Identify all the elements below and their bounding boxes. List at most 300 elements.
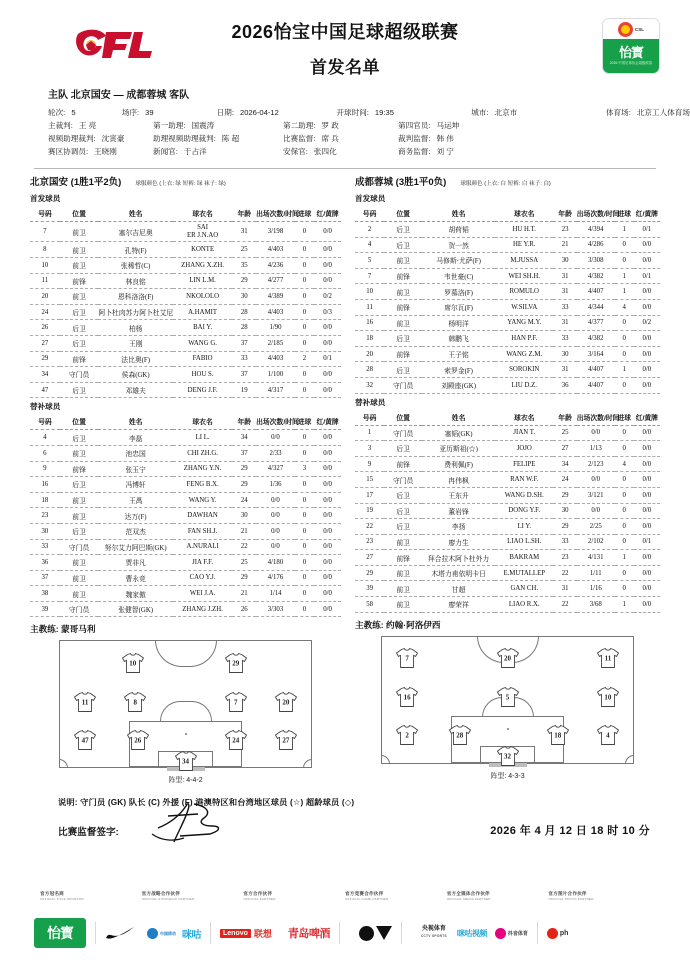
player-name: 塞尔吉尼奥 bbox=[98, 222, 172, 242]
player-name: 邓雄夫 bbox=[98, 382, 172, 398]
partner-category-cn: 官方冠名商 bbox=[40, 891, 64, 896]
player-name: 张健智(GK) bbox=[98, 601, 172, 617]
player-cards: 0/0 bbox=[314, 445, 341, 461]
player-goals: 0 bbox=[295, 222, 314, 242]
player-goals: 4 bbox=[615, 299, 634, 315]
player-number: 32 bbox=[355, 377, 384, 393]
col-cards: 红/黄牌 bbox=[314, 414, 341, 430]
match-commissioner-label: 比赛监督: bbox=[283, 134, 316, 143]
player-position: 后卫 bbox=[60, 320, 99, 336]
player-appearances: 3/164 bbox=[577, 346, 615, 362]
player-position: 前卫 bbox=[60, 570, 99, 586]
commercial-supervisor-label: 商务监督: bbox=[398, 147, 431, 156]
player-cards: 0/0 bbox=[634, 253, 660, 269]
match-info-row-2 bbox=[0, 119, 690, 132]
tsingtao-logo-text: 青岛啤酒 bbox=[287, 928, 330, 940]
col-position: 位置 bbox=[60, 414, 99, 430]
player-name: 亚历斯祖(☆) bbox=[422, 441, 495, 457]
player-position: 前锋 bbox=[384, 346, 422, 362]
player-number: 16 bbox=[30, 477, 60, 493]
player-goals: 0 bbox=[295, 242, 314, 258]
player-shirtname: FABIO bbox=[173, 351, 233, 367]
table-row bbox=[30, 586, 341, 602]
player-position: 前卫 bbox=[384, 315, 422, 331]
signature-row bbox=[0, 808, 690, 838]
sponsor-ea bbox=[359, 926, 392, 941]
player-appearances: 2/185 bbox=[256, 335, 295, 351]
player-number: 3 bbox=[355, 441, 384, 457]
player-name: 贾非凡 bbox=[98, 555, 172, 571]
player-name: 池忠国 bbox=[98, 445, 172, 461]
col-number: 号码 bbox=[30, 414, 60, 430]
player-cards: 0/0 bbox=[314, 570, 341, 586]
home-prefix-label: 主队 bbox=[48, 90, 68, 101]
player-name: 拜合拉木阿卜杜外力 bbox=[422, 550, 495, 566]
partner-category bbox=[243, 891, 345, 902]
col-age: 年龄 bbox=[553, 410, 576, 426]
player-age: 33 bbox=[553, 331, 576, 347]
table-row bbox=[355, 581, 660, 597]
player-cards: 0/0 bbox=[314, 320, 341, 336]
press-officer-field bbox=[153, 145, 283, 158]
player-cards: 0/0 bbox=[634, 299, 660, 315]
player-cards: 0/0 bbox=[634, 237, 660, 253]
player-goals: 0 bbox=[295, 586, 314, 602]
table-row bbox=[355, 253, 660, 269]
signature-mark bbox=[150, 798, 260, 844]
player-shirtname: ZHANG J.ZH. bbox=[173, 601, 233, 617]
player-shirtname: HAN P.F. bbox=[495, 331, 553, 347]
player-goals: 0 bbox=[295, 367, 314, 383]
player-age: 19 bbox=[232, 382, 256, 398]
table-row bbox=[30, 445, 341, 461]
player-name: 木塔力甫依明卡日 bbox=[422, 565, 495, 581]
player-position: 守门员 bbox=[384, 425, 422, 441]
press-officer-label: 新闻官: bbox=[153, 147, 178, 156]
player-number: 18 bbox=[355, 331, 384, 347]
player-appearances: 1/11 bbox=[577, 565, 615, 581]
player-cards: 0/0 bbox=[314, 258, 341, 274]
pitch-player-shirt-icon bbox=[125, 729, 150, 750]
pitch-player-number: 16 bbox=[403, 693, 411, 702]
fourth-official-label: 第四官员: bbox=[398, 121, 431, 130]
city-value: 北京市 bbox=[494, 108, 518, 117]
player-goals: 0 bbox=[295, 258, 314, 274]
player-cards: 0/0 bbox=[314, 367, 341, 383]
col-appearances: 出场次数/时间 bbox=[577, 410, 615, 426]
player-position: 后卫 bbox=[384, 237, 422, 253]
table-row bbox=[30, 320, 341, 336]
table-header-row bbox=[30, 206, 341, 222]
pitch-player-number: 18 bbox=[554, 731, 562, 740]
var-field bbox=[48, 132, 153, 145]
away-pitch-wrap bbox=[355, 634, 660, 764]
player-age: 37 bbox=[232, 335, 256, 351]
pitch-player-number: 11 bbox=[81, 698, 89, 707]
player-number: 23 bbox=[355, 534, 384, 550]
player-position: 后卫 bbox=[384, 331, 422, 347]
player-age: 25 bbox=[232, 555, 256, 571]
player-name: 马修斯·尤萨(F) bbox=[422, 253, 495, 269]
away-team-column bbox=[345, 169, 660, 785]
table-row bbox=[355, 534, 660, 550]
referee-label: 主裁判: bbox=[48, 121, 73, 130]
player-goals: 0 bbox=[295, 382, 314, 398]
player-name: 廖力生 bbox=[422, 534, 495, 550]
table-row bbox=[30, 222, 341, 242]
player-goals: 4 bbox=[615, 456, 634, 472]
logo-divider bbox=[95, 922, 96, 944]
col-name: 姓名 bbox=[98, 206, 172, 222]
player-cards: 0/0 bbox=[314, 523, 341, 539]
player-shirtname: M.JUSSA bbox=[495, 253, 553, 269]
player-number: 24 bbox=[30, 304, 60, 320]
player-goals: 0 bbox=[615, 487, 634, 503]
player-shirtname: LIAO R.X. bbox=[495, 597, 553, 613]
player-number: 22 bbox=[355, 519, 384, 535]
away-kit-colors: 球服颜色 (上衣: 白 短裤: 白 袜子: 白) bbox=[460, 181, 551, 187]
player-name: 李扬 bbox=[422, 519, 495, 535]
logo-divider bbox=[537, 922, 538, 944]
player-age: 34 bbox=[232, 430, 256, 446]
player-name: 达万(F) bbox=[98, 508, 172, 524]
security-officer-field bbox=[283, 145, 398, 158]
pitch-player-shirt-icon bbox=[73, 729, 98, 750]
player-appearances: 4/286 bbox=[577, 237, 615, 253]
player-name: 索罗金(F) bbox=[422, 362, 495, 378]
player-age: 31 bbox=[553, 268, 576, 284]
partner-category-en: OFFICIAL PARTNER bbox=[243, 897, 276, 901]
corner-arc-left bbox=[381, 755, 390, 764]
table-row bbox=[30, 523, 341, 539]
player-cards: 0/0 bbox=[314, 555, 341, 571]
player-shirtname: BAI Y. bbox=[173, 320, 233, 336]
player-age: 31 bbox=[553, 581, 576, 597]
player-cards: 0/0 bbox=[314, 586, 341, 602]
table-row bbox=[30, 508, 341, 524]
pitch-player-shirt-icon bbox=[395, 687, 420, 708]
player-goals: 1 bbox=[615, 222, 634, 238]
pitch-player-number: 11 bbox=[604, 654, 612, 663]
ea-icon bbox=[359, 926, 374, 941]
player-shirtname: CAO Y.J. bbox=[173, 570, 233, 586]
player-goals: 2 bbox=[295, 351, 314, 367]
migu-logo-text: 咪咕 bbox=[182, 929, 201, 941]
player-name: 塞韬(GK) bbox=[422, 425, 495, 441]
table-row bbox=[355, 237, 660, 253]
player-shirtname: YANG M.Y. bbox=[495, 315, 553, 331]
sponsor-migu-video bbox=[457, 928, 487, 939]
player-number: 4 bbox=[355, 237, 384, 253]
player-name: 林良铭 bbox=[98, 273, 172, 289]
player-appearances: 4/403 bbox=[256, 351, 295, 367]
player-goals: 0 bbox=[295, 273, 314, 289]
player-age: 31 bbox=[232, 222, 256, 242]
table-row bbox=[355, 503, 660, 519]
player-cards: 0/0 bbox=[314, 273, 341, 289]
player-appearances: 4/403 bbox=[256, 304, 295, 320]
coordinator-field bbox=[48, 145, 153, 158]
corner-arc-right bbox=[303, 759, 312, 768]
player-goals: 0 bbox=[295, 304, 314, 320]
player-name: 席尔瓦(F) bbox=[422, 299, 495, 315]
player-appearances: 0/0 bbox=[256, 508, 295, 524]
match-number-label: 场序: bbox=[121, 108, 140, 117]
player-age: 31 bbox=[553, 315, 576, 331]
table-row bbox=[355, 565, 660, 581]
player-shirtname: A.NURALI bbox=[173, 539, 233, 555]
player-appearances: 4/327 bbox=[256, 461, 295, 477]
match-commissioner-field bbox=[283, 132, 398, 145]
player-appearances: 1/90 bbox=[256, 320, 295, 336]
signature-datetime: 2026 年 4 月 12 日 18 时 10 分 bbox=[490, 825, 650, 838]
ea-sports-icon bbox=[376, 926, 392, 940]
table-row bbox=[30, 555, 341, 571]
player-position: 前卫 bbox=[60, 222, 99, 242]
table-row bbox=[355, 268, 660, 284]
player-shirtname: DAWHAN bbox=[173, 508, 233, 524]
player-age: 30 bbox=[232, 289, 256, 305]
pitch-player-shirt-icon bbox=[223, 729, 248, 750]
match-commissioner-value: 席 兵 bbox=[321, 134, 339, 143]
player-goals: 3 bbox=[295, 461, 314, 477]
player-name: 努尔艾力阿巴斯(GK) bbox=[98, 539, 172, 555]
table-row bbox=[355, 315, 660, 331]
player-goals: 0 bbox=[615, 253, 634, 269]
home-kit-colors: 球服颜色 (上衣: 绿 短裤: 绿 袜子: 绿) bbox=[135, 181, 226, 187]
player-appearances: 3/68 bbox=[577, 597, 615, 613]
player-age: 31 bbox=[553, 284, 576, 300]
signature-label: 比赛监督签字: bbox=[58, 827, 119, 839]
pitch-player-shirt-icon bbox=[595, 687, 620, 708]
player-appearances: 4/382 bbox=[577, 331, 615, 347]
penalty-spot bbox=[185, 733, 187, 735]
away-formation-label: 阵型: 4-3-3 bbox=[490, 772, 525, 780]
player-position: 前卫 bbox=[384, 534, 422, 550]
pitch-player-number: 26 bbox=[134, 736, 142, 745]
player-age: 28 bbox=[232, 320, 256, 336]
player-shirtname: DENG J.F. bbox=[173, 382, 233, 398]
pitch-player-shirt-icon bbox=[273, 729, 298, 750]
player-appearances: 0/0 bbox=[256, 430, 295, 446]
away-subs-label: 替补球员 bbox=[355, 397, 386, 407]
pitch-player-number: 8 bbox=[133, 698, 138, 707]
player-age: 29 bbox=[553, 487, 576, 503]
col-goals: 进球 bbox=[615, 206, 634, 222]
col-appearances: 出场次数/时间 bbox=[256, 206, 295, 222]
player-position: 前锋 bbox=[384, 299, 422, 315]
pitch-player-number: 32 bbox=[504, 752, 511, 761]
referee-assessor-value: 韩 伟 bbox=[436, 134, 454, 143]
table-row bbox=[30, 304, 341, 320]
commercial-supervisor-field bbox=[398, 145, 486, 158]
pitch-player-shirt-icon bbox=[395, 648, 420, 669]
col-name: 姓名 bbox=[422, 410, 495, 426]
sponsor-yibao bbox=[34, 918, 86, 948]
home-team-column bbox=[30, 169, 345, 785]
player-age: 26 bbox=[232, 601, 256, 617]
pitch-player-shirt-icon bbox=[447, 724, 472, 745]
col-shirtname: 球衣名 bbox=[495, 206, 553, 222]
round-field bbox=[48, 106, 122, 119]
player-position: 前卫 bbox=[60, 508, 99, 524]
player-name: 王禹 bbox=[98, 492, 172, 508]
player-position: 前卫 bbox=[60, 445, 99, 461]
col-number: 号码 bbox=[30, 206, 60, 222]
player-name: 刘殿座(GK) bbox=[422, 377, 495, 393]
player-appearances: 4/344 bbox=[577, 299, 615, 315]
referee-value: 王 亮 bbox=[78, 121, 97, 130]
player-appearances: 1/100 bbox=[256, 367, 295, 383]
player-number: 26 bbox=[30, 320, 60, 336]
partner-category-cn: 官方战略合作伙伴 bbox=[141, 891, 181, 896]
player-goals: 1 bbox=[615, 284, 634, 300]
player-cards: 0/0 bbox=[634, 487, 660, 503]
player-appearances: 4/236 bbox=[256, 258, 295, 274]
player-appearances: 3/308 bbox=[577, 253, 615, 269]
player-cards: 0/0 bbox=[634, 565, 660, 581]
col-position: 位置 bbox=[384, 206, 422, 222]
player-appearances: 4/403 bbox=[256, 242, 295, 258]
assistant1-field bbox=[153, 119, 283, 132]
player-position: 后卫 bbox=[60, 430, 99, 446]
player-appearances: 2/25 bbox=[577, 519, 615, 535]
table-header-row bbox=[355, 206, 660, 222]
douyin-logo-text: 抖音体育 bbox=[507, 930, 528, 937]
player-goals: 1 bbox=[615, 268, 634, 284]
date-label: 日期: bbox=[216, 108, 234, 117]
player-shirtname: ZHANG X.ZH. bbox=[173, 258, 233, 274]
referee-field bbox=[48, 119, 153, 132]
player-age: 23 bbox=[553, 222, 576, 238]
match-number-value: 39 bbox=[145, 108, 154, 117]
corner-arc-left bbox=[59, 759, 68, 768]
player-appearances: 2/102 bbox=[577, 534, 615, 550]
player-cards: 0/0 bbox=[634, 503, 660, 519]
pitch-player-shirt-icon bbox=[273, 691, 298, 712]
fourth-official-field bbox=[398, 119, 486, 132]
table-header-row bbox=[30, 414, 341, 430]
table-row bbox=[355, 299, 660, 315]
partner-category bbox=[548, 891, 650, 902]
player-number: 6 bbox=[30, 445, 60, 461]
player-goals: 0 bbox=[615, 534, 634, 550]
table-row bbox=[355, 441, 660, 457]
player-number: 11 bbox=[30, 273, 60, 289]
stadium-value: 北京工人体育场 bbox=[636, 108, 690, 117]
pitch-player-number: 27 bbox=[282, 736, 290, 745]
player-number: 37 bbox=[30, 570, 60, 586]
player-cards: 0/2 bbox=[314, 289, 341, 305]
table-row bbox=[355, 377, 660, 393]
player-shirtname: FELIPE bbox=[495, 456, 553, 472]
center-arc bbox=[155, 640, 217, 667]
player-cards: 0/0 bbox=[634, 377, 660, 393]
partner-category bbox=[142, 891, 244, 902]
away-suffix-label: 客队 bbox=[169, 90, 190, 101]
player-cards: 0/0 bbox=[314, 477, 341, 493]
player-goals: 0 bbox=[615, 377, 634, 393]
document-header bbox=[0, 0, 690, 78]
player-number: 1 bbox=[355, 425, 384, 441]
logo-divider bbox=[401, 922, 402, 944]
player-age: 33 bbox=[553, 299, 576, 315]
player-cards: 0/0 bbox=[634, 362, 660, 378]
stadium-label: 体育场: bbox=[605, 108, 631, 117]
pitch-player-shirt-icon bbox=[595, 724, 620, 745]
player-position: 前卫 bbox=[60, 492, 99, 508]
player-age: 29 bbox=[553, 519, 576, 535]
partner-category-cn: 官方竞赛合作伙伴 bbox=[345, 891, 384, 896]
pitch-player-number: 24 bbox=[232, 736, 240, 745]
player-name: 贺一然 bbox=[422, 237, 495, 253]
kickoff-value: 19:35 bbox=[374, 108, 394, 117]
coordinator-label: 赛区协调员: bbox=[48, 147, 89, 156]
player-shirtname: HOU S. bbox=[173, 367, 233, 383]
player-appearances: 1/13 bbox=[577, 441, 615, 457]
player-shirtname: LI Y. bbox=[495, 519, 553, 535]
pitch-player-shirt-icon bbox=[120, 652, 145, 673]
pitch-player-shirt-icon bbox=[123, 691, 148, 712]
player-age: 37 bbox=[232, 367, 256, 383]
kickoff-label: 开球时间: bbox=[336, 108, 369, 117]
col-appearances: 出场次数/时间 bbox=[256, 414, 295, 430]
player-goals: 0 bbox=[615, 519, 634, 535]
player-age: 35 bbox=[232, 258, 256, 274]
logo-divider bbox=[339, 922, 340, 944]
player-goals: 0 bbox=[615, 503, 634, 519]
referee-assessor-field bbox=[398, 132, 486, 145]
player-cards: 0/0 bbox=[634, 346, 660, 362]
player-name: 王东升 bbox=[422, 487, 495, 503]
home-starters-label: 首发球员 bbox=[30, 194, 61, 203]
col-goals: 进球 bbox=[295, 414, 314, 430]
player-shirtname: E.MUTALLEP bbox=[495, 565, 553, 581]
player-position: 守门员 bbox=[60, 601, 99, 617]
table-row bbox=[355, 597, 660, 613]
player-age: 31 bbox=[553, 362, 576, 378]
player-position: 前卫 bbox=[384, 581, 422, 597]
player-number: 10 bbox=[30, 258, 60, 274]
player-position: 守门员 bbox=[60, 367, 99, 383]
player-age: 30 bbox=[553, 503, 576, 519]
pitch-player-shirt-icon bbox=[223, 652, 248, 673]
partner-categories bbox=[0, 891, 690, 902]
player-shirtname: WANG Z.M. bbox=[495, 346, 553, 362]
player-cards: 0/3 bbox=[314, 304, 341, 320]
partner-category-en: OFFICIAL STRATEGIC PARTNER bbox=[141, 897, 195, 901]
table-row bbox=[355, 456, 660, 472]
home-starters-table bbox=[30, 206, 341, 398]
player-age: 21 bbox=[232, 523, 256, 539]
pitch-player-number: 2 bbox=[405, 731, 409, 740]
col-cards: 红/黄牌 bbox=[634, 206, 660, 222]
away-formation-pitch bbox=[381, 636, 634, 764]
stadium-field bbox=[606, 106, 690, 119]
pitch-player-shirt-icon bbox=[395, 724, 420, 745]
partner-category-cn: 官方图片合作伙伴 bbox=[548, 891, 587, 896]
player-appearances: 4/382 bbox=[577, 268, 615, 284]
player-shirtname: JOJO bbox=[495, 441, 553, 457]
table-row bbox=[355, 346, 660, 362]
press-officer-value: 于占洋 bbox=[183, 147, 207, 156]
player-cards: 0/1 bbox=[634, 534, 660, 550]
player-age: 24 bbox=[553, 472, 576, 488]
player-shirtname: WANG D.SH. bbox=[495, 487, 553, 503]
lenovo-icon: Lenovo bbox=[220, 929, 251, 938]
player-number: 33 bbox=[30, 539, 60, 555]
player-appearances: 2/33 bbox=[256, 445, 295, 461]
